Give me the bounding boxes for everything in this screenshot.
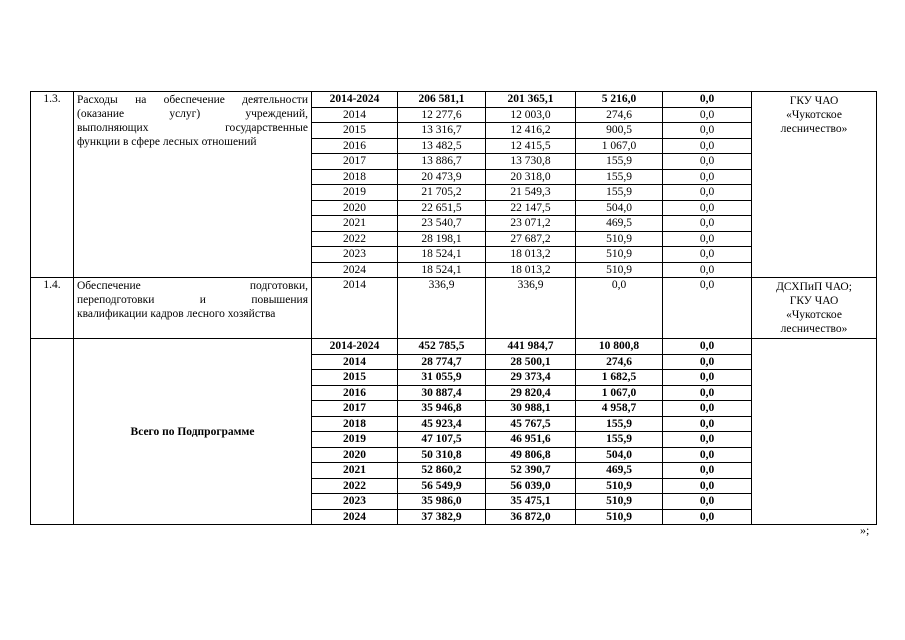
text-line: лесничество» bbox=[780, 123, 848, 135]
cell-year: 2022 bbox=[312, 231, 398, 247]
cell-year: 2024 bbox=[312, 262, 398, 278]
cell-b3: 0,0 bbox=[663, 339, 752, 355]
total-label: Всего по Подпрограмме bbox=[74, 339, 312, 525]
text-line: квалификации кадров лесного хозяйства bbox=[77, 308, 276, 320]
text-line: выполняющих государственные bbox=[77, 122, 308, 134]
cell-year: 2018 bbox=[312, 416, 398, 432]
text-line: Обеспечение подготовки, bbox=[77, 280, 308, 292]
text-line: функции в сфере лесных отношений bbox=[77, 136, 257, 148]
cell-b1: 12 416,2 bbox=[486, 123, 576, 139]
cell-b3: 0,0 bbox=[663, 478, 752, 494]
cell-year: 2017 bbox=[312, 401, 398, 417]
cell-total: 23 540,7 bbox=[398, 216, 486, 232]
cell-year: 2022 bbox=[312, 478, 398, 494]
cell-b2: 274,6 bbox=[576, 354, 663, 370]
cell-b1: 28 500,1 bbox=[486, 354, 576, 370]
cell-b3: 0,0 bbox=[663, 354, 752, 370]
text-line: лесничество» bbox=[780, 323, 848, 335]
cell-total: 28 198,1 bbox=[398, 231, 486, 247]
cell-year: 2015 bbox=[312, 123, 398, 139]
table-row bbox=[31, 92, 877, 108]
cell-year: 2019 bbox=[312, 432, 398, 448]
row-description bbox=[74, 92, 312, 278]
cell-year: 2014-2024 bbox=[312, 339, 398, 355]
cell-total: 35 986,0 bbox=[398, 494, 486, 510]
cell-b1: 21 549,3 bbox=[486, 185, 576, 201]
cell-b2: 469,5 bbox=[576, 463, 663, 479]
cell-b1: 12 415,5 bbox=[486, 138, 576, 154]
cell-total: 21 705,2 bbox=[398, 185, 486, 201]
cell-year: 2024 bbox=[312, 509, 398, 525]
cell-b3: 0,0 bbox=[663, 247, 752, 263]
cell-b1: 45 767,5 bbox=[486, 416, 576, 432]
cell-b3: 0,0 bbox=[663, 123, 752, 139]
cell-total: 47 107,5 bbox=[398, 432, 486, 448]
cell-b1: 35 475,1 bbox=[486, 494, 576, 510]
responsible-party bbox=[752, 278, 877, 339]
section-1-3 bbox=[31, 92, 877, 278]
cell-b2: 1 682,5 bbox=[576, 370, 663, 386]
cell-total: 22 651,5 bbox=[398, 200, 486, 216]
cell-year: 2016 bbox=[312, 385, 398, 401]
cell-b2: 504,0 bbox=[576, 200, 663, 216]
cell-b2: 504,0 bbox=[576, 447, 663, 463]
cell-b3: 0,0 bbox=[663, 262, 752, 278]
cell-b3: 0,0 bbox=[663, 370, 752, 386]
cell-b2: 510,9 bbox=[576, 478, 663, 494]
cell-b3: 0,0 bbox=[663, 92, 752, 108]
cell-b1: 22 147,5 bbox=[486, 200, 576, 216]
cell-b3: 0,0 bbox=[663, 509, 752, 525]
table-row bbox=[31, 278, 877, 339]
closing-quote: »; bbox=[860, 523, 870, 537]
cell-year: 2023 bbox=[312, 247, 398, 263]
cell-b3: 0,0 bbox=[663, 463, 752, 479]
cell-b2: 155,9 bbox=[576, 416, 663, 432]
cell-total: 28 774,7 bbox=[398, 354, 486, 370]
cell-b2: 0,0 bbox=[576, 278, 663, 339]
cell-total: 336,9 bbox=[398, 278, 486, 339]
cell-total: 31 055,9 bbox=[398, 370, 486, 386]
text-line: «Чукотское bbox=[786, 309, 842, 321]
cell-b2: 510,9 bbox=[576, 509, 663, 525]
cell-year: 2020 bbox=[312, 200, 398, 216]
cell-b2: 5 216,0 bbox=[576, 92, 663, 108]
cell-total: 20 473,9 bbox=[398, 169, 486, 185]
cell-total: 13 316,7 bbox=[398, 123, 486, 139]
cell-b1: 30 988,1 bbox=[486, 401, 576, 417]
cell-b3: 0,0 bbox=[663, 185, 752, 201]
text-line: «Чукотское bbox=[786, 109, 842, 121]
cell-b3: 0,0 bbox=[663, 216, 752, 232]
row-description bbox=[74, 278, 312, 339]
cell-b2: 4 958,7 bbox=[576, 401, 663, 417]
table-row bbox=[31, 339, 877, 355]
cell-b2: 900,5 bbox=[576, 123, 663, 139]
cell-b2: 155,9 bbox=[576, 185, 663, 201]
cell-b3: 0,0 bbox=[663, 200, 752, 216]
cell-b2: 155,9 bbox=[576, 154, 663, 170]
row-number: 1.3. bbox=[31, 92, 74, 278]
cell-b2: 510,9 bbox=[576, 231, 663, 247]
cell-b2: 510,9 bbox=[576, 262, 663, 278]
cell-b3: 0,0 bbox=[663, 154, 752, 170]
cell-total: 452 785,5 bbox=[398, 339, 486, 355]
cell-b3: 0,0 bbox=[663, 278, 752, 339]
cell-b1: 56 039,0 bbox=[486, 478, 576, 494]
cell-b1: 20 318,0 bbox=[486, 169, 576, 185]
cell-year: 2014 bbox=[312, 278, 398, 339]
cell-b1: 12 003,0 bbox=[486, 107, 576, 123]
text-line: ГКУ ЧАО bbox=[789, 95, 839, 107]
cell-b1: 13 730,8 bbox=[486, 154, 576, 170]
text-line: ГКУ ЧАО bbox=[789, 295, 839, 307]
text-line: (оказание услуг) учреждений, bbox=[77, 108, 308, 120]
cell-b2: 10 800,8 bbox=[576, 339, 663, 355]
cell-b1: 27 687,2 bbox=[486, 231, 576, 247]
cell-b1: 441 984,7 bbox=[486, 339, 576, 355]
cell-total: 45 923,4 bbox=[398, 416, 486, 432]
cell-year: 2017 bbox=[312, 154, 398, 170]
cell-b3: 0,0 bbox=[663, 432, 752, 448]
cell-year: 2018 bbox=[312, 169, 398, 185]
cell-b2: 1 067,0 bbox=[576, 385, 663, 401]
cell-year: 2023 bbox=[312, 494, 398, 510]
responsible-party bbox=[752, 92, 877, 278]
cell-b1: 201 365,1 bbox=[486, 92, 576, 108]
section-total bbox=[31, 339, 877, 525]
cell-b3: 0,0 bbox=[663, 447, 752, 463]
cell-year: 2016 bbox=[312, 138, 398, 154]
cell-total: 56 549,9 bbox=[398, 478, 486, 494]
cell-b3: 0,0 bbox=[663, 401, 752, 417]
cell-year: 2014 bbox=[312, 354, 398, 370]
cell-b2: 510,9 bbox=[576, 494, 663, 510]
cell-year: 2014-2024 bbox=[312, 92, 398, 108]
cell-year: 2015 bbox=[312, 370, 398, 386]
cell-total: 13 482,5 bbox=[398, 138, 486, 154]
cell-total: 37 382,9 bbox=[398, 509, 486, 525]
cell-total: 52 860,2 bbox=[398, 463, 486, 479]
cell-year: 2014 bbox=[312, 107, 398, 123]
cell-b1: 36 872,0 bbox=[486, 509, 576, 525]
cell-b2: 469,5 bbox=[576, 216, 663, 232]
cell-year: 2021 bbox=[312, 216, 398, 232]
cell-total: 206 581,1 bbox=[398, 92, 486, 108]
empty-cell bbox=[752, 339, 877, 525]
cell-total: 13 886,7 bbox=[398, 154, 486, 170]
cell-b2: 155,9 bbox=[576, 169, 663, 185]
cell-b1: 336,9 bbox=[486, 278, 576, 339]
text-line: ДСХПиП ЧАО; bbox=[776, 281, 852, 293]
cell-b3: 0,0 bbox=[663, 231, 752, 247]
cell-total: 18 524,1 bbox=[398, 262, 486, 278]
cell-total: 35 946,8 bbox=[398, 401, 486, 417]
cell-b2: 155,9 bbox=[576, 432, 663, 448]
row-number: 1.4. bbox=[31, 278, 74, 339]
cell-year: 2020 bbox=[312, 447, 398, 463]
cell-b2: 1 067,0 bbox=[576, 138, 663, 154]
cell-b1: 29 373,4 bbox=[486, 370, 576, 386]
cell-b3: 0,0 bbox=[663, 107, 752, 123]
cell-total: 30 887,4 bbox=[398, 385, 486, 401]
cell-b2: 510,9 bbox=[576, 247, 663, 263]
cell-b1: 49 806,8 bbox=[486, 447, 576, 463]
cell-b3: 0,0 bbox=[663, 416, 752, 432]
text-line: Расходы на обеспечение деятельности bbox=[77, 94, 308, 106]
cell-b1: 29 820,4 bbox=[486, 385, 576, 401]
cell-b1: 52 390,7 bbox=[486, 463, 576, 479]
cell-b3: 0,0 bbox=[663, 169, 752, 185]
budget-table bbox=[30, 91, 877, 525]
cell-total: 18 524,1 bbox=[398, 247, 486, 263]
cell-b1: 46 951,6 bbox=[486, 432, 576, 448]
cell-b3: 0,0 bbox=[663, 494, 752, 510]
cell-total: 12 277,6 bbox=[398, 107, 486, 123]
cell-b3: 0,0 bbox=[663, 385, 752, 401]
cell-b1: 18 013,2 bbox=[486, 247, 576, 263]
cell-b2: 274,6 bbox=[576, 107, 663, 123]
text-line: переподготовки и повышения bbox=[77, 294, 308, 306]
cell-b1: 18 013,2 bbox=[486, 262, 576, 278]
cell-total: 50 310,8 bbox=[398, 447, 486, 463]
cell-year: 2021 bbox=[312, 463, 398, 479]
cell-b3: 0,0 bbox=[663, 138, 752, 154]
cell-year: 2019 bbox=[312, 185, 398, 201]
empty-cell bbox=[31, 339, 74, 525]
cell-b1: 23 071,2 bbox=[486, 216, 576, 232]
section-1-4 bbox=[31, 278, 877, 339]
